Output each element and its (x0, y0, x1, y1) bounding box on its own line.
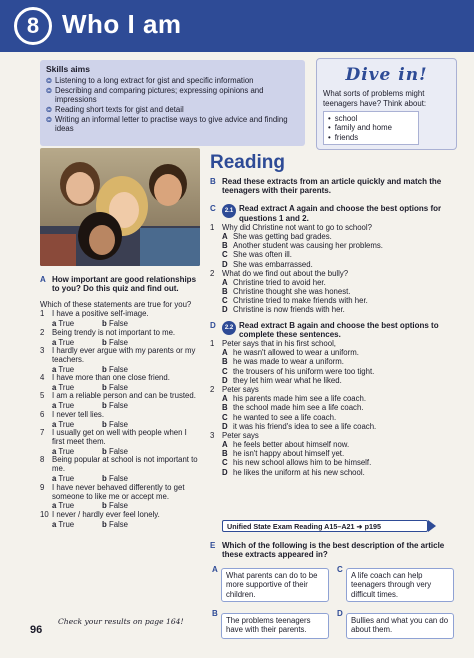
true-option[interactable]: a True (52, 474, 75, 484)
skills-aims-title: Skills aims (46, 64, 90, 74)
answer-option-b[interactable]: The problems teenagers have with their parents. (221, 613, 329, 639)
task-letter: C (210, 204, 216, 214)
skill-item: ❂ Listening to a long extract for gist and specific information (46, 76, 254, 86)
task-c-text: Read extract A again and choose the best options for questions 1 and 2. (239, 204, 442, 223)
statement-text: Being trendy is not important to me. (52, 327, 176, 337)
check-results-note: Check your results on page 164! (58, 617, 184, 626)
statement-text: I hardly ever argue with my parents or my teachers. (52, 345, 196, 364)
false-option[interactable]: b False (102, 364, 129, 374)
cd-icon[interactable]: 2.1 (222, 204, 236, 218)
quiz-instruction: Which of these statements are true for you? (40, 300, 192, 310)
unit-title: Who I am (62, 9, 182, 39)
option-text: his new school allows him to be himself. (233, 458, 372, 468)
reading-section (210, 177, 458, 477)
dive-in-box (316, 58, 457, 150)
answer-option-c[interactable]: A life coach can help teenagers through very difficult times. (346, 568, 454, 602)
answer-option[interactable] (210, 468, 458, 477)
statement-number: 4 (40, 373, 45, 383)
unit-number-badge: 8 (14, 7, 52, 45)
statement-number: 2 (40, 327, 45, 337)
option-text: it was his friend's idea to see a life coach. (233, 421, 377, 431)
true-option[interactable]: a True (52, 446, 75, 456)
reading-heading: Reading (210, 152, 285, 173)
question-text: Why did Christine not want to go to school? (222, 222, 372, 232)
statement-text: I never tell lies. (52, 409, 105, 419)
cd-icon[interactable]: 2.2 (222, 321, 236, 335)
option-text: he wanted to see a life coach. (233, 412, 337, 422)
teenagers-photo-illustration (40, 148, 200, 266)
answer-option[interactable] (210, 376, 458, 385)
option-letter: A (222, 440, 228, 450)
dive-in-logo: Dive in! (345, 65, 428, 85)
task-d (210, 321, 458, 339)
dive-in-list (323, 111, 419, 145)
quiz-statement (40, 392, 200, 401)
task-letter: B (210, 177, 216, 186)
answer-option[interactable] (210, 260, 458, 269)
cd-arrow-icon: ❂ (46, 88, 52, 96)
answer-option[interactable] (210, 357, 458, 366)
answer-option[interactable] (210, 241, 458, 250)
option-letter: B (222, 241, 228, 251)
option-text: his parents made him see a life coach. (233, 394, 367, 404)
task-e-text: Which of the following is the best description of the article these extracts appeared in? (222, 541, 445, 560)
quiz-statement (40, 484, 200, 502)
false-option[interactable]: b False (102, 401, 129, 411)
option-text: the school made him see a life coach. (233, 403, 364, 413)
quiz-statement (40, 511, 200, 520)
option-letter: D (337, 609, 343, 618)
skills-aims-box (40, 60, 305, 146)
true-option[interactable]: a True (52, 401, 75, 411)
task-b (210, 177, 458, 195)
option-letter: A (222, 277, 228, 287)
statement-number: 3 (40, 345, 45, 355)
true-option[interactable]: a True (52, 383, 75, 393)
false-option[interactable]: b False (102, 419, 129, 429)
statement-text: Being popular at school is not important to me. (52, 455, 198, 474)
answer-option[interactable] (210, 440, 458, 449)
option-text: they let him wear what he liked. (233, 375, 342, 385)
option-text: he was made to wear a uniform. (233, 357, 344, 367)
statement-number: 1 (40, 309, 45, 319)
true-option[interactable]: a True (52, 364, 75, 374)
skill-item: ❂ Writing an informal letter to practise ways to give advice and finding ideas (46, 115, 288, 134)
reading-question (210, 431, 458, 440)
question-number: 1 (210, 339, 215, 348)
statement-text: I have more than one close friend. (52, 373, 170, 383)
task-d-text: Read extract B again and choose the best options to complete these sentences. (239, 320, 439, 339)
option-text: She was often ill. (233, 250, 292, 260)
option-letter: D (222, 375, 228, 385)
page-number: 96 (30, 624, 43, 636)
statement-number: 8 (40, 455, 45, 465)
true-option[interactable]: a True (52, 419, 75, 429)
statement-text: I have a positive self-image. (52, 309, 149, 319)
skill-item: ❂ Reading short texts for gist and detail (46, 105, 184, 115)
option-text: Christine tried to make friends with her. (233, 296, 368, 306)
answer-option[interactable] (210, 287, 458, 296)
false-option[interactable]: b False (102, 501, 129, 511)
quiz-statement (40, 456, 200, 474)
true-option[interactable]: a True (52, 501, 75, 511)
option-letter: C (222, 250, 228, 260)
statement-number: 6 (40, 409, 45, 419)
answer-option[interactable] (210, 458, 458, 467)
answer-option[interactable] (210, 413, 458, 422)
task-letter: D (210, 320, 216, 330)
answer-option[interactable] (210, 348, 458, 357)
question-text: Peter says (222, 384, 259, 394)
answer-option[interactable] (210, 250, 458, 259)
answer-option-a[interactable]: What parents can do to be more supportive of their children. (221, 568, 329, 602)
reading-question (210, 269, 458, 278)
statement-number: 9 (40, 482, 45, 492)
question-number: 1 (210, 222, 215, 232)
true-option[interactable]: a True (52, 337, 75, 347)
false-option[interactable]: b False (102, 337, 129, 347)
quiz-statement (40, 411, 200, 420)
question-number: 2 (210, 268, 215, 278)
option-text: Christine tried to avoid her. (233, 277, 326, 287)
option-text: Christine is now friends with her. (233, 305, 345, 315)
statement-text: I have never behaved differently to get someone to like me or accept me. (52, 482, 185, 501)
option-letter: D (222, 467, 228, 477)
option-text: She was getting bad grades. (233, 231, 332, 241)
list-item: • family and home (328, 123, 414, 132)
false-option[interactable]: b False (102, 474, 129, 484)
answer-option-d[interactable]: Bullies and what you can do about them. (346, 613, 454, 639)
option-text: Another student was causing her problems. (233, 241, 383, 251)
statement-text: I am a reliable person and can be trusted. (52, 391, 196, 401)
task-e-header (210, 541, 458, 559)
answer-option[interactable] (210, 296, 458, 305)
statement-text: I usually get on well with people when I first meet them. (52, 428, 187, 447)
option-letter: B (222, 403, 228, 413)
task-b-text: Read these extracts from an article quickly and match the teenagers with their parents. (222, 177, 442, 196)
quiz-statement (40, 310, 200, 319)
question-text: Peter says (222, 430, 259, 440)
answer-option[interactable] (210, 278, 458, 287)
answer-option[interactable] (210, 367, 458, 376)
option-text: he isn't happy about himself yet. (233, 449, 345, 459)
answer-option[interactable] (210, 449, 458, 458)
false-option[interactable]: b False (102, 519, 129, 529)
question-text: What do we find out about the bully? (222, 268, 349, 278)
dive-in-question: What sorts of problems might teenagers have? Think about: (323, 89, 427, 108)
quiz-statement (40, 429, 200, 447)
task-letter: A (40, 275, 46, 284)
cd-arrow-icon: ❂ (46, 78, 52, 86)
false-option[interactable]: b False (102, 319, 129, 329)
quiz-statement (40, 329, 200, 338)
reading-question (210, 223, 458, 232)
quiz-section (40, 275, 200, 529)
reading-question (210, 385, 458, 394)
question-number: 2 (210, 384, 215, 394)
true-option[interactable]: a True (52, 319, 75, 329)
statement-number: 5 (40, 391, 45, 401)
answer-option[interactable] (210, 394, 458, 403)
quiz-statement (40, 374, 200, 383)
cd-arrow-icon: ❂ (46, 107, 52, 115)
option-letter: C (222, 458, 228, 468)
option-letter: C (337, 565, 343, 574)
quiz-title: How important are good relationships to you? Do this quiz and find out. (52, 275, 197, 294)
option-letter: D (222, 259, 228, 269)
task-c (210, 204, 458, 222)
answer-option[interactable] (210, 403, 458, 412)
option-text: he wasn't allowed to wear a uniform. (233, 348, 359, 358)
task-e (210, 541, 458, 559)
answer-option[interactable] (210, 422, 458, 431)
true-false-options (40, 520, 200, 529)
skill-item: ❂ Describing and comparing pictures; expressing opinions and impressions (46, 86, 264, 105)
option-letter: D (222, 421, 228, 431)
option-letter: A (222, 348, 228, 358)
teenagers-photo (40, 148, 200, 266)
quiz-task (40, 275, 200, 293)
option-letter: C (222, 296, 228, 306)
option-text: he feels better about himself now. (233, 440, 350, 450)
reading-question (210, 339, 458, 348)
statement-number: 10 (40, 509, 49, 519)
option-text: Christine thought she was honest. (233, 287, 351, 297)
option-letter: B (212, 609, 218, 618)
true-option[interactable]: a True (52, 519, 75, 529)
task-letter: E (210, 541, 216, 550)
false-option[interactable]: b False (102, 446, 129, 456)
question-number: 3 (210, 430, 215, 440)
list-item: • school (328, 114, 414, 123)
unit-header (0, 0, 474, 52)
answer-option[interactable] (210, 305, 458, 314)
option-letter: D (222, 305, 228, 315)
option-letter: C (222, 412, 228, 422)
statement-number: 7 (40, 428, 45, 438)
quiz-statement (40, 347, 200, 365)
option-letter: B (222, 357, 228, 367)
false-option[interactable]: b False (102, 383, 129, 393)
statement-text: I never / hardly ever feel lonely. (52, 509, 160, 519)
option-letter: A (212, 565, 218, 574)
option-text: She was embarrassed. (233, 259, 313, 269)
cd-arrow-icon: ❂ (46, 117, 52, 125)
option-letter: A (222, 231, 228, 241)
list-item: • friends (328, 133, 414, 142)
option-text: the trousers of his uniform were too tight. (233, 366, 375, 376)
exam-reference-banner: Unified State Exam Reading A15–A21 ➜ p195 (222, 520, 428, 532)
option-letter: A (222, 394, 228, 404)
option-letter: C (222, 366, 228, 376)
option-letter: B (222, 449, 228, 459)
option-text: he likes the uniform at his new school. (233, 467, 365, 477)
answer-option[interactable] (210, 232, 458, 241)
option-letter: B (222, 287, 228, 297)
question-text: Peter says that in his first school, (222, 339, 336, 348)
